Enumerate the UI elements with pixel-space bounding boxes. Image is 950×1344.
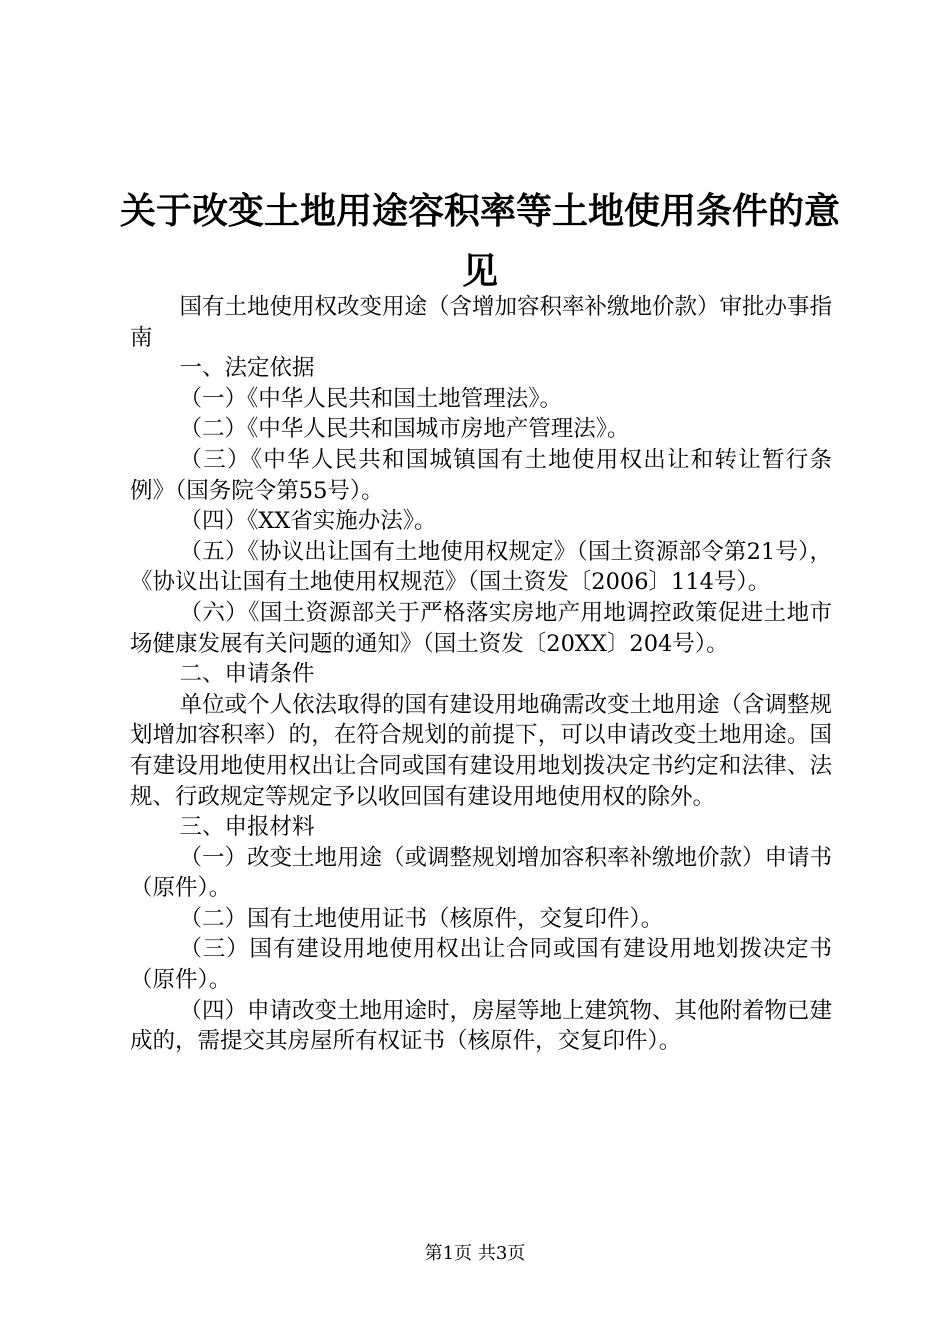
- document-title-line1: 关于改变土地用途容积率等土地使用条件的意: [119, 191, 840, 232]
- list-item-legal-3: （三）《中华人民共和国城镇国有土地使用权出让和转让暂行条例》（国务院令第55号）。: [130, 446, 832, 504]
- list-item-legal-4: （四）《XX省实施办法》。: [179, 508, 437, 535]
- list-item-material-1: （一）改变土地用途（或调整规划增加容积率补缴地价款）申请书（原件）。: [130, 844, 833, 902]
- list-item-material-3: （三）国有建设用地使用权出让合同或国有建设用地划拨决定书（原件）。: [130, 936, 832, 994]
- list-item-material-2: （二）国有土地使用证书（核原件，交复印件）。: [179, 905, 664, 932]
- section-heading-materials: 三、申报材料: [179, 814, 315, 841]
- list-item-legal-1: （一）《中华人民共和国土地管理法》。: [179, 385, 563, 412]
- document-title-line2: 见: [461, 251, 498, 292]
- section-heading-legal-basis: 一、法定依据: [179, 355, 315, 382]
- list-item-legal-6: （六）《国土资源部关于严格落实房地产用地调控政策促进土地市场健康发展有关问题的通知》（国土资发〔20XX〕204号）。: [130, 599, 832, 657]
- section-heading-conditions: 二、申请条件: [179, 661, 315, 688]
- paragraph-intro: 国有土地使用权改变用途（含增加容积率补缴地价款）审批办事指南: [130, 294, 833, 351]
- page-footer: [0, 1242, 950, 1266]
- list-item-legal-2: （二）《中华人民共和国城市房地产管理法》。: [179, 416, 630, 443]
- list-item-material-4: （四）申请改变土地用途时，房屋等地上建筑物、其他附着物已建成的，需提交其房屋所有权证书（核原件，交复印件）。: [130, 997, 833, 1055]
- list-item-legal-5: （五）《协议出让国有土地使用权规定》（国土资源部令第21号），《协议出让国有土地使用权规范》（国土资发〔2006〕114号）。: [130, 538, 832, 596]
- page-number-label: 第1页 共3页: [424, 1243, 526, 1264]
- document-body: [130, 292, 832, 1057]
- paragraph-conditions: 单位或个人依法取得的国有建设用地确需改变土地用途（含调整规划增加容积率）的，在符合规划的前提下，可以申请改变土地用途。国有建设用地使用权出让合同或国有建设用地划拨决定书约定和法律、法规、行政规定等规定予以收回国有建设用地使用权的除外。: [130, 691, 833, 810]
